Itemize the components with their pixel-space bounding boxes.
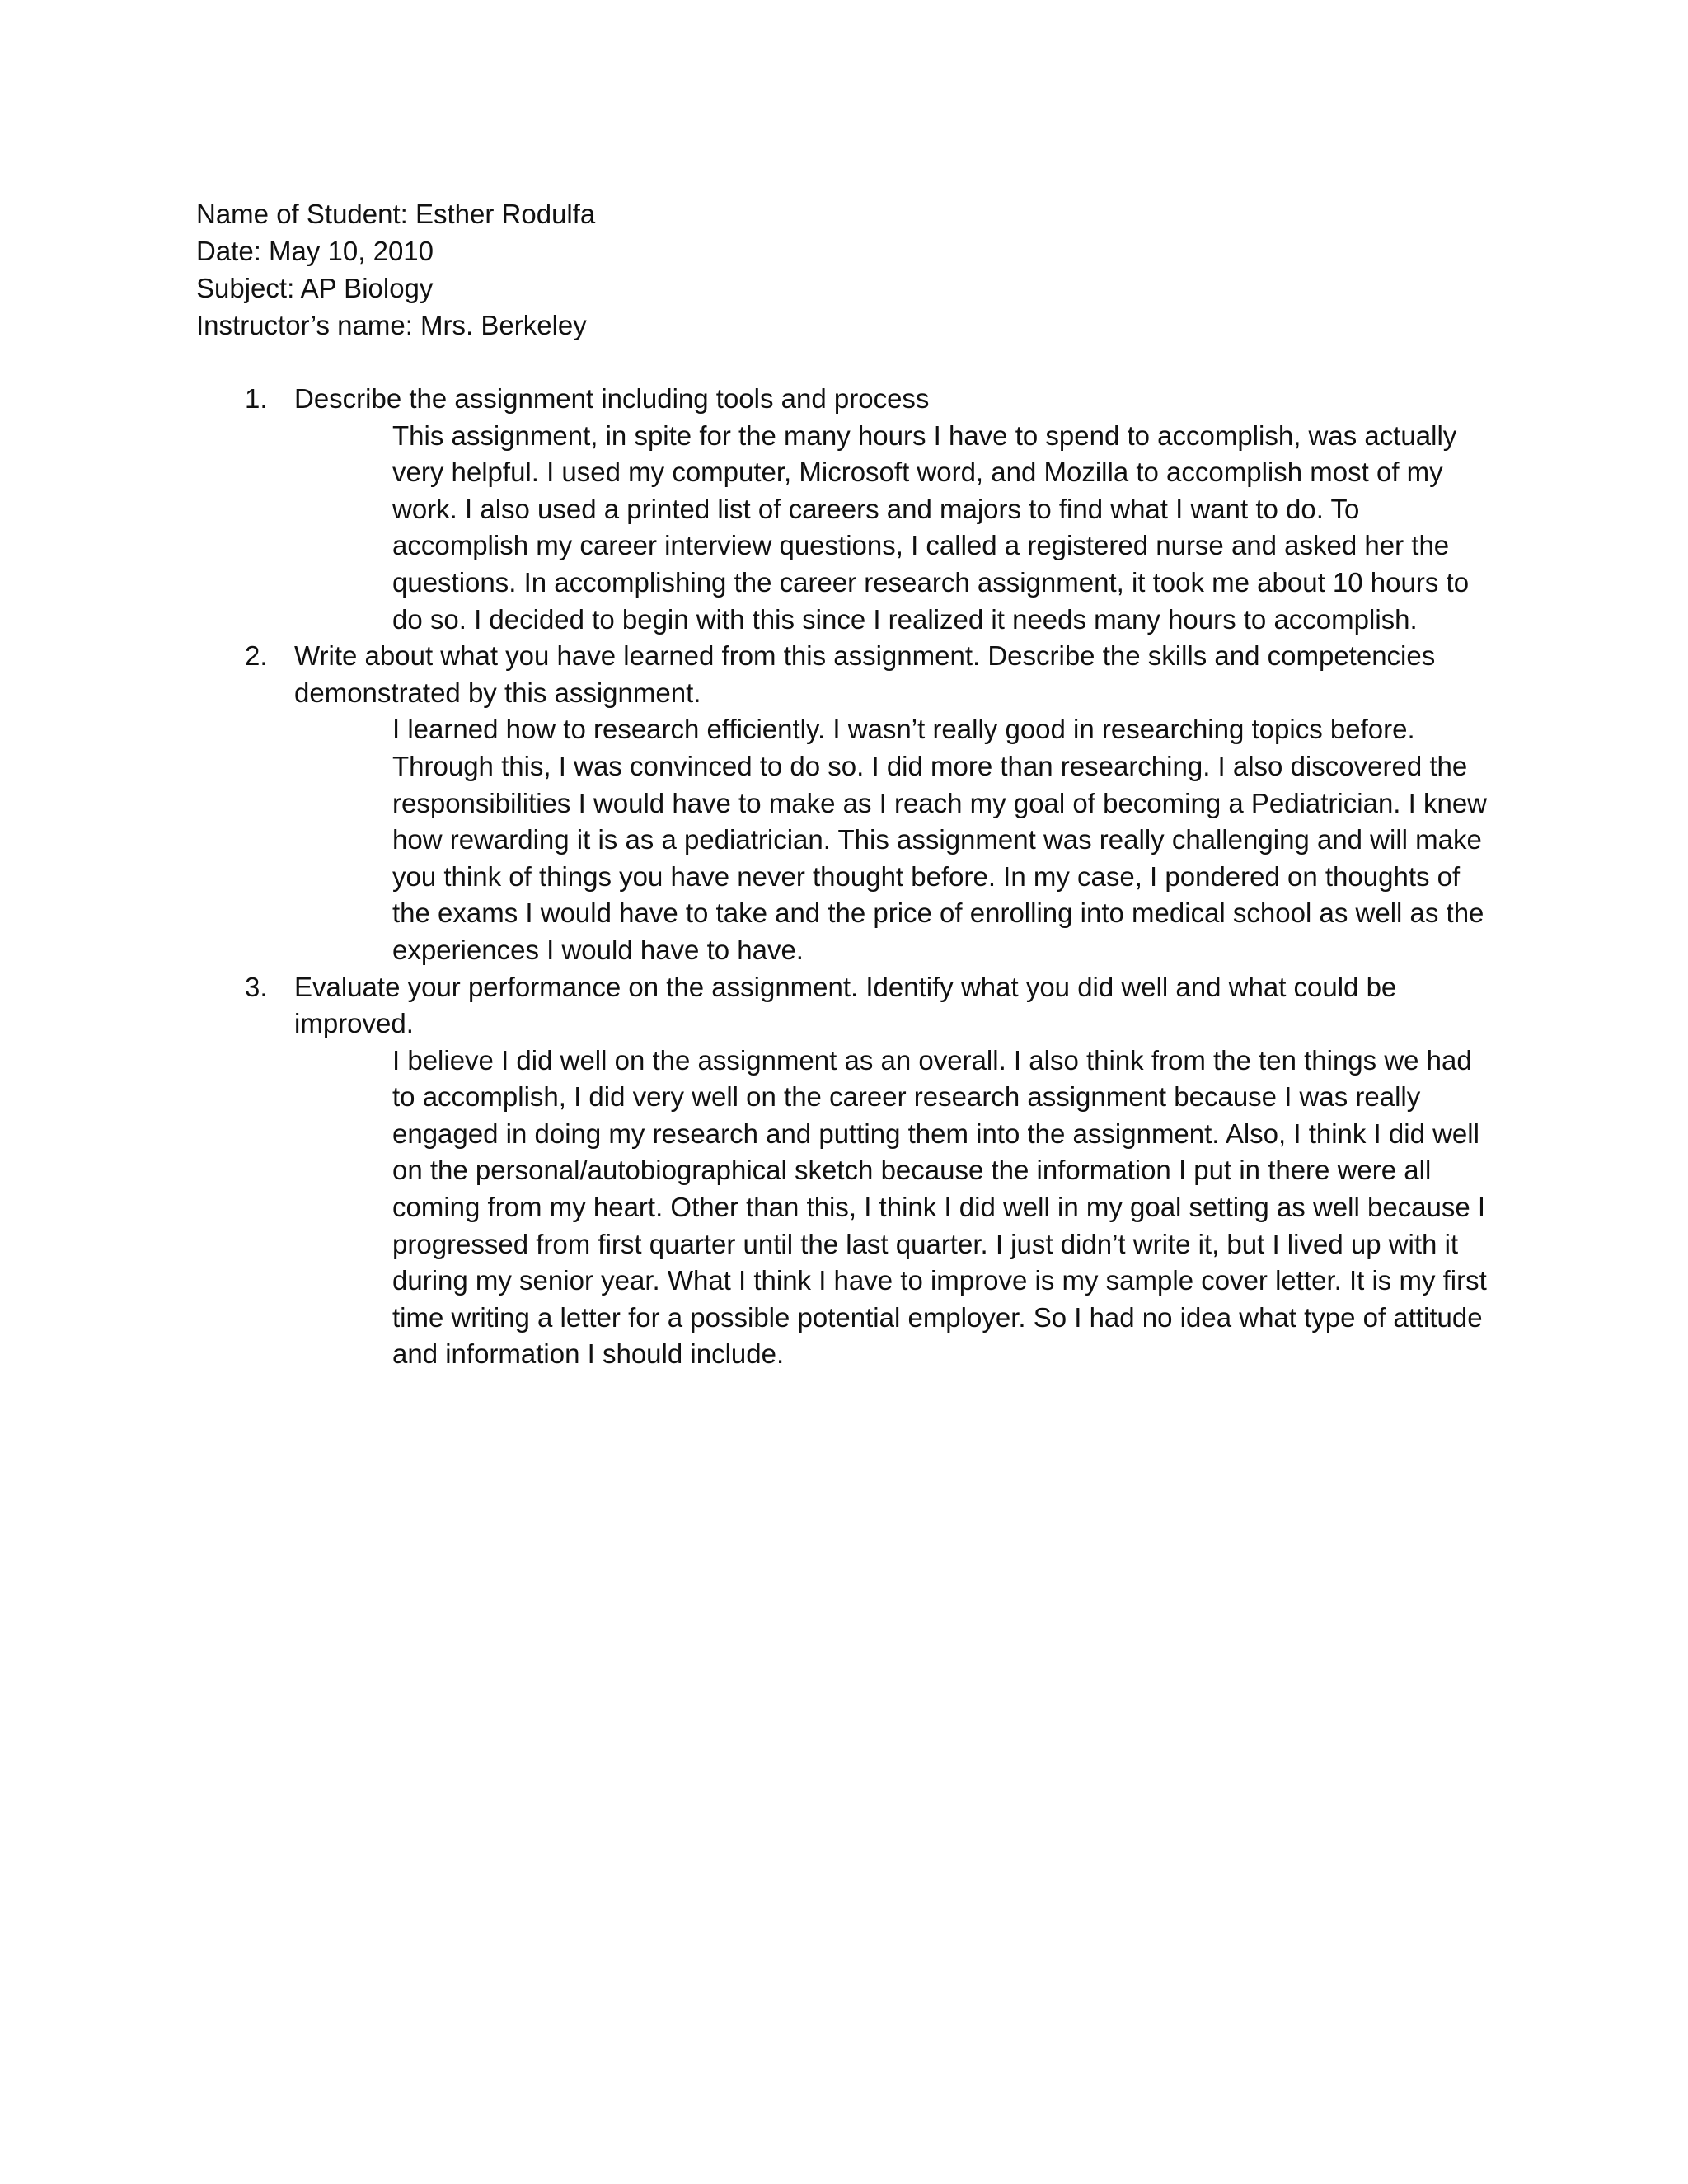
document-date: Date: May 10, 2010 [196,236,434,266]
document-header [196,195,1432,344]
question-prompt: Describe the assignment including tools and process [294,383,930,414]
question-list [196,381,1488,1373]
question-item [196,638,1488,968]
question-number: 1. [245,383,268,414]
question-answer: This assignment, in spite for the many hours I have to spend to accomplish, was actually very helpful. I used my computer, Microsoft word, and Mozilla to accomplish most of my work. I also used a printed list of careers and majors to find what I want to do. To accomplish my career interview questions, I called a registered nurse and asked her the questions. In accomplishing the career research assignment, it took me about 10 hours to do so. I decided to begin with this since I realized it needs many hours to accomplish. [392,419,1470,635]
question-number: 2. [245,640,268,672]
instructor-name: Instructor’s name: Mrs. Berkeley [196,310,587,340]
subject-line: Subject: AP Biology [196,273,434,303]
question-answer: I believe I did well on the assignment as an overall. I also think from the ten things we had to accomplish, I did very well on the career research assignment because I was really engaged in doing my research and putting them into the assignment. Also, I think I did well on the personal/autobiographical sketch because the information I put in there were all coming from my heart. Other than this, I think I did well in my goal setting as well because I progressed from first quarter until the last quarter. I just didn’t write it, but I lived up with it during my senior year. What I think I have to improve is my sample cover letter. It is my first time writing a letter for a possible potential employer. So I had no idea what type of attitude and information I should include. [392,1044,1487,1370]
question-prompt: Evaluate your performance on the assignment. Identify what you did well and what could be improved. [294,971,1397,1039]
question-item [196,969,1487,1374]
student-name: Name of Student: Esther Rodulfa [196,199,596,229]
question-answer: I learned how to research efficiently. I wasn’t really good in researching topics before. Through this, I was convinced to do so. I did more than researching. I also discovered the responsibilities I would have to make as I reach my goal of becoming a Pediatrician. I knew how rewarding it is as a pediatrician. This assignment was really challenging and will make you think of things you have never thought before. In my case, I pondered on thoughts of the exams I would have to take and the price of enrolling into medical school as well as the experiences I would have to have. [392,714,1488,965]
question-number: 3. [245,971,268,1002]
question-prompt: Write about what you have learned from this assignment. Describe the skills and competencies demonstrated by this assignment. [294,640,1436,708]
question-item [196,381,1482,638]
